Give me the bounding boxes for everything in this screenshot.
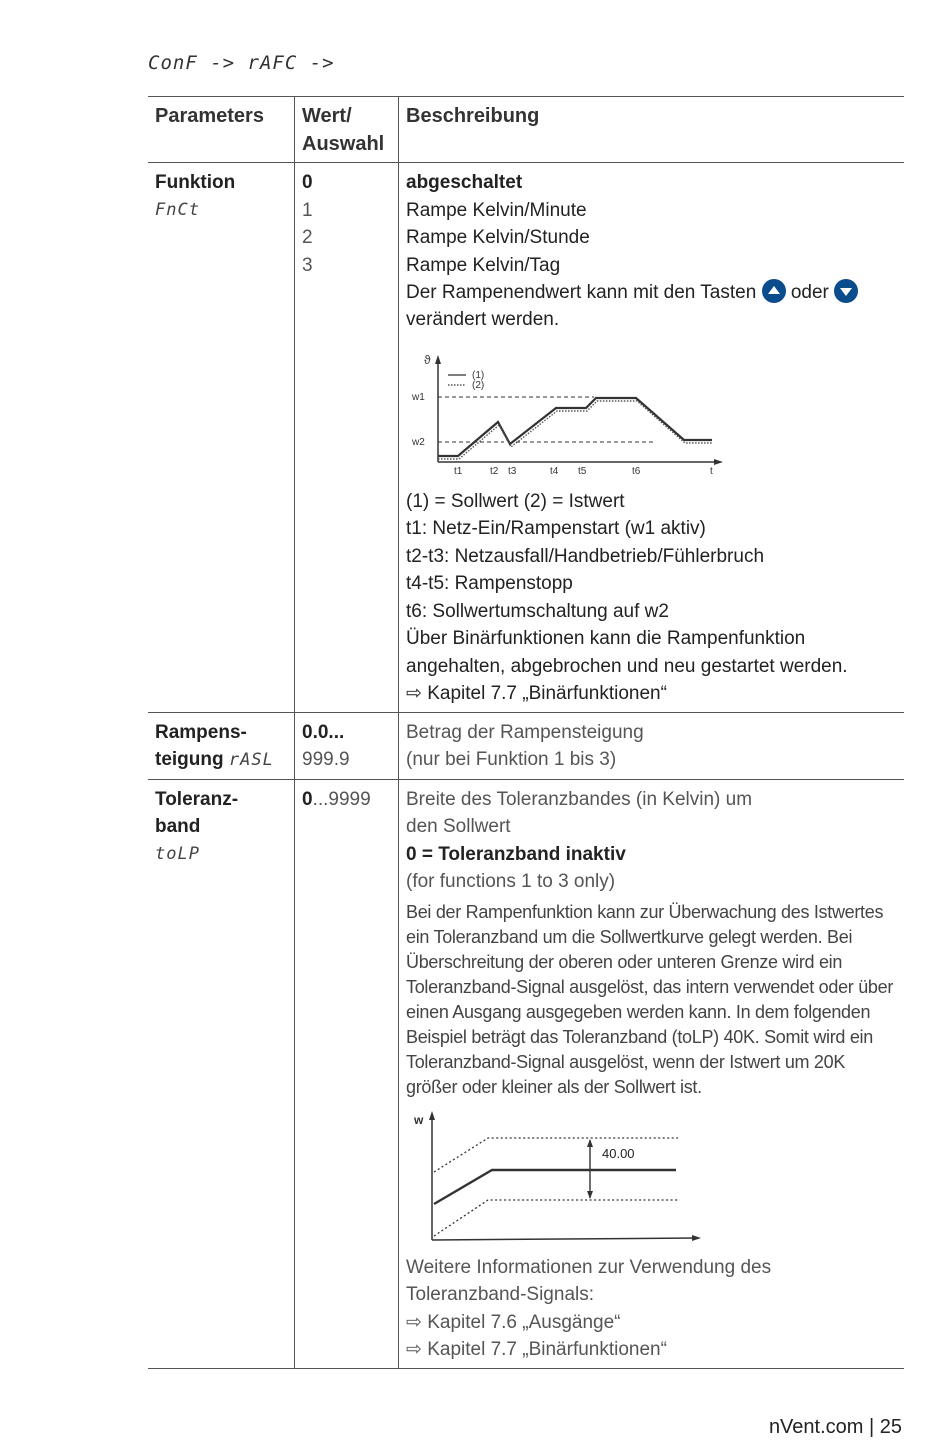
- buttons-text-mid: oder: [790, 282, 829, 303]
- desc-line1: Betrag der Rampensteigung: [406, 721, 644, 743]
- value-funktion: [295, 163, 399, 713]
- desc-rampensteigung: [399, 712, 905, 779]
- value-toleranzband: [295, 779, 399, 1368]
- param-code: rASL: [228, 750, 274, 770]
- desc-funktion: [399, 163, 905, 713]
- header-parameters: Parameters: [148, 97, 295, 163]
- page-footer: nVent.com | 25: [768, 1416, 902, 1438]
- band-value-label: 40.00: [602, 1145, 635, 1161]
- option-item: abgeschaltet: [406, 172, 523, 193]
- buttons-sentence: [406, 279, 897, 306]
- value-item: 2: [302, 227, 313, 248]
- tolerance-diagram: [406, 1108, 706, 1248]
- t6-label: t6: [632, 465, 641, 477]
- t-axis-label: t: [710, 465, 713, 477]
- breadcrumb: ConF -> rAFC ->: [148, 52, 335, 74]
- tolerance-paragraph: Bei der Rampenfunktion kann zur Überwachung des Istwertes ein Toleranzband um die Sollwertkurve gelegt werden. Bei Überschreitung der oberen oder unteren Grenze wird ein Toleranzband-Signal ausgelöst, das intern verwendet oder über einen Ausgang ausgegeben werden kann. In dem folgenden Beispiel beträgt das Toleranzband (toLP) 40K. Somit wird ein Toleranzband-Signal ausgelöst, wenn der Istwert um 20K größer oder kleiner als der Sollwert ist.: [406, 901, 894, 1097]
- y-axis-label: w: [414, 1112, 424, 1127]
- legend-2-label: (2): [472, 379, 485, 391]
- value-line1: 0.0...: [302, 721, 345, 743]
- more-line2: Toleranzband-Signals:: [406, 1284, 595, 1305]
- param-name-line1: Toleranz-: [155, 788, 239, 810]
- legend-1-label: (1): [472, 369, 485, 381]
- note-item: (1) = Sollwert (2) = Istwert: [406, 490, 625, 512]
- chapter-link[interactable]: ⇨ Kapitel 7.7 „Binärfunktionen“: [406, 683, 667, 704]
- param-name-line1: Rampens-: [155, 721, 247, 743]
- w2-label: w2: [412, 436, 425, 448]
- table-row-toleranzband: [148, 779, 904, 1368]
- arrow-down-button-icon: [834, 279, 858, 303]
- t4-label: t4: [550, 465, 559, 477]
- param-code: FnCt: [155, 199, 200, 220]
- option-item: Rampe Kelvin/Tag: [406, 254, 561, 276]
- buttons-text-before: Der Rampenendwert kann mit den Tasten: [406, 282, 757, 303]
- header-value-line2: Auswahl: [302, 132, 385, 155]
- t3-label: t3: [508, 465, 517, 477]
- chapter-link-binary[interactable]: ⇨ Kapitel 7.7 „Binärfunktionen“: [406, 1339, 667, 1360]
- param-name-line2: [155, 746, 287, 775]
- more-line1: Weitere Informationen zur Verwendung des: [406, 1256, 772, 1278]
- arrow-up-button-icon: [762, 279, 786, 303]
- param-rampensteigung: [148, 712, 295, 779]
- desc-line2: den Sollwert: [406, 816, 511, 837]
- value-rampensteigung: [295, 712, 399, 779]
- note-item: t4-t5: Rampenstopp: [406, 573, 573, 594]
- table-header-row: [148, 97, 904, 163]
- desc-bold: 0 = Toleranzband inaktiv: [406, 843, 626, 865]
- option-item: Rampe Kelvin/Minute: [406, 199, 587, 221]
- t5-label: t5: [578, 465, 587, 477]
- table-row-funktion: [148, 163, 904, 713]
- header-description: Beschreibung: [406, 105, 540, 127]
- param-name: Funktion: [155, 172, 236, 193]
- value-rest: ...9999: [312, 788, 371, 810]
- y-axis-symbol: ϑ: [424, 352, 431, 367]
- ramp-diagram: [406, 352, 736, 484]
- param-code: toLP: [155, 843, 200, 864]
- chapter-link-outputs[interactable]: ⇨ Kapitel 7.6 „Ausgänge“: [406, 1311, 621, 1333]
- note-item: t1: Netz-Ein/Rampenstart (w1 aktiv): [406, 518, 706, 539]
- value-item: 1: [302, 199, 313, 221]
- table-row-rampensteigung: [148, 712, 904, 779]
- t1-label: t1: [454, 465, 463, 477]
- value-line2: 999.9: [302, 749, 350, 770]
- value-bold: 0: [302, 788, 313, 810]
- parameter-table: [148, 96, 904, 1369]
- note-item: t6: Sollwertumschaltung auf w2: [406, 600, 669, 622]
- desc-line1: Breite des Toleranzbandes (in Kelvin) um: [406, 788, 753, 810]
- note-item: t2-t3: Netzausfall/Handbetrieb/Fühlerbruch: [406, 545, 765, 567]
- t2-label: t2: [490, 465, 499, 477]
- desc-line2: (nur bei Funktion 1 bis 3): [406, 749, 617, 770]
- option-item: Rampe Kelvin/Stunde: [406, 227, 590, 248]
- param-name-line2-text: teigung: [155, 749, 224, 770]
- value-item: 0: [302, 172, 313, 193]
- note-item: Über Binärfunktionen kann die Rampenfunktion angehalten, abgebrochen und neu gestartet werden.: [406, 628, 848, 677]
- desc-toleranzband: [399, 779, 905, 1368]
- param-funktion: [148, 163, 295, 713]
- param-toleranzband: [148, 779, 295, 1368]
- value-item: 3: [302, 254, 313, 276]
- header-value-line1: Wert/: [302, 105, 352, 127]
- header-value: [295, 97, 399, 163]
- buttons-text-after: verändert werden.: [406, 309, 560, 330]
- param-name-line2: band: [155, 816, 201, 837]
- desc-line3: (for functions 1 to 3 only): [406, 871, 616, 892]
- w1-label: w1: [412, 391, 425, 403]
